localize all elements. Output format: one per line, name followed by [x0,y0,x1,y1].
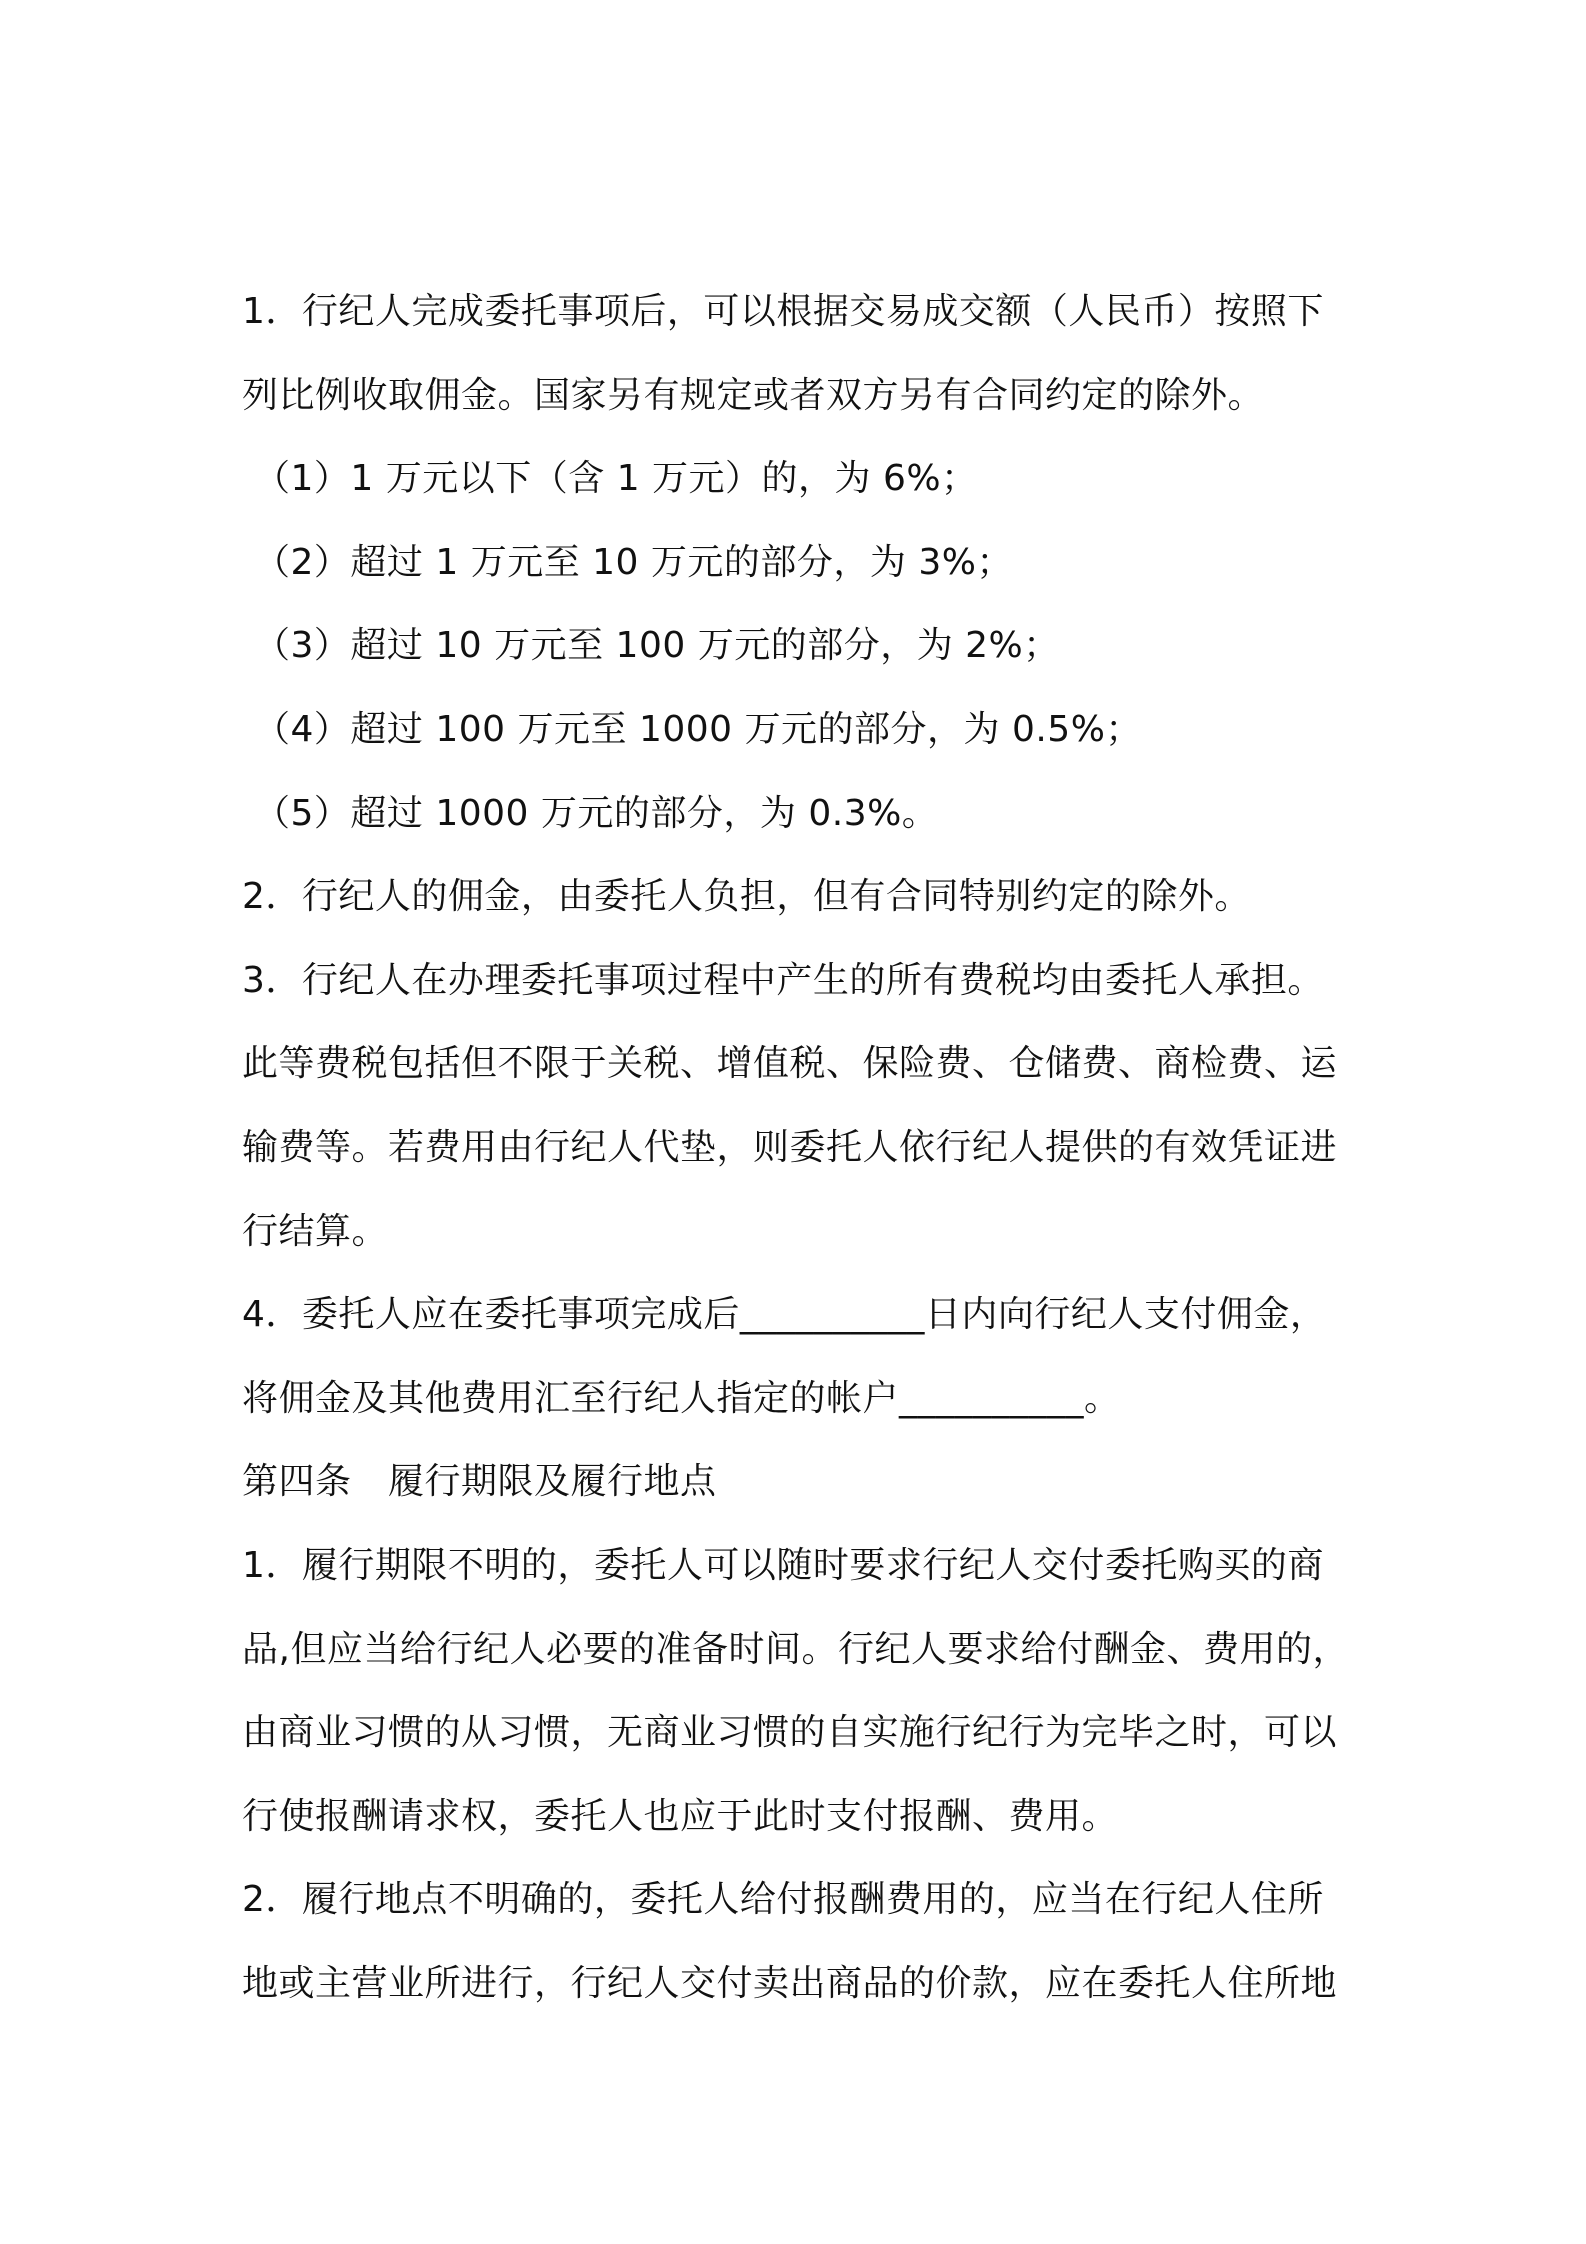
list-item: （2）超过 1 万元至 10 万元的部分，为 3%； [254,541,1013,583]
document-body [242,270,1362,2025]
paragraph-line: 将佣金及其他费用汇至行纪人指定的帐户__________。 [242,1377,1121,1419]
list-item: （3）超过 10 万元至 100 万元的部分，为 2%； [254,625,1060,667]
list-item: （4）超过 100 万元至 1000 万元的部分，为 0.5%； [254,708,1142,750]
paragraph-line: 4．委托人应在委托事项完成后__________日内向行纪人支付佣金， [242,1294,1327,1336]
paragraph-line: 列比例收取佣金。国家另有规定或者双方另有合同约定的除外。 [242,374,1265,416]
list-item: （5）超过 1000 万元的部分，为 0.3%。 [254,792,939,834]
paragraph-line: 2．履行地点不明确的，委托人给付报酬费用的，应当在行纪人住所 [242,1879,1324,1921]
paragraph-line: 输费等。若费用由行纪人代垫，则委托人依行纪人提供的有效凭证进 [242,1126,1338,1168]
paragraph-line: 品,但应当给行纪人必要的准备时间。行纪人要求给付酬金、费用的， [242,1628,1349,1670]
paragraph-line: 由商业习惯的从习惯，无商业习惯的自实施行纪行为完毕之时，可以 [242,1712,1338,1754]
section-heading: 第四条 履行期限及履行地点 [242,1461,717,1503]
paragraph-line: 行使报酬请求权，委托人也应于此时支付报酬、费用。 [242,1795,1119,1837]
paragraph-line: 3．行纪人在办理委托事项过程中产生的所有费税均由委托人承担。 [242,959,1324,1001]
paragraph-line: 行结算。 [242,1210,389,1252]
paragraph-line: 地或主营业所进行，行纪人交付卖出商品的价款，应在委托人住所地 [242,1962,1338,2004]
paragraph-line: 此等费税包括但不限于关税、增值税、保险费、仓储费、商检费、运 [242,1043,1338,1085]
paragraph-line: 2．行纪人的佣金，由委托人负担，但有合同特别约定的除外。 [242,876,1251,918]
list-item: （1）1 万元以下（含 1 万元）的，为 6%； [254,458,978,500]
paragraph-line: 1．行纪人完成委托事项后，可以根据交易成交额（人民币）按照下 [242,291,1324,332]
paragraph-line: 1．履行期限不明的，委托人可以随时要求行纪人交付委托购买的商 [242,1544,1324,1586]
